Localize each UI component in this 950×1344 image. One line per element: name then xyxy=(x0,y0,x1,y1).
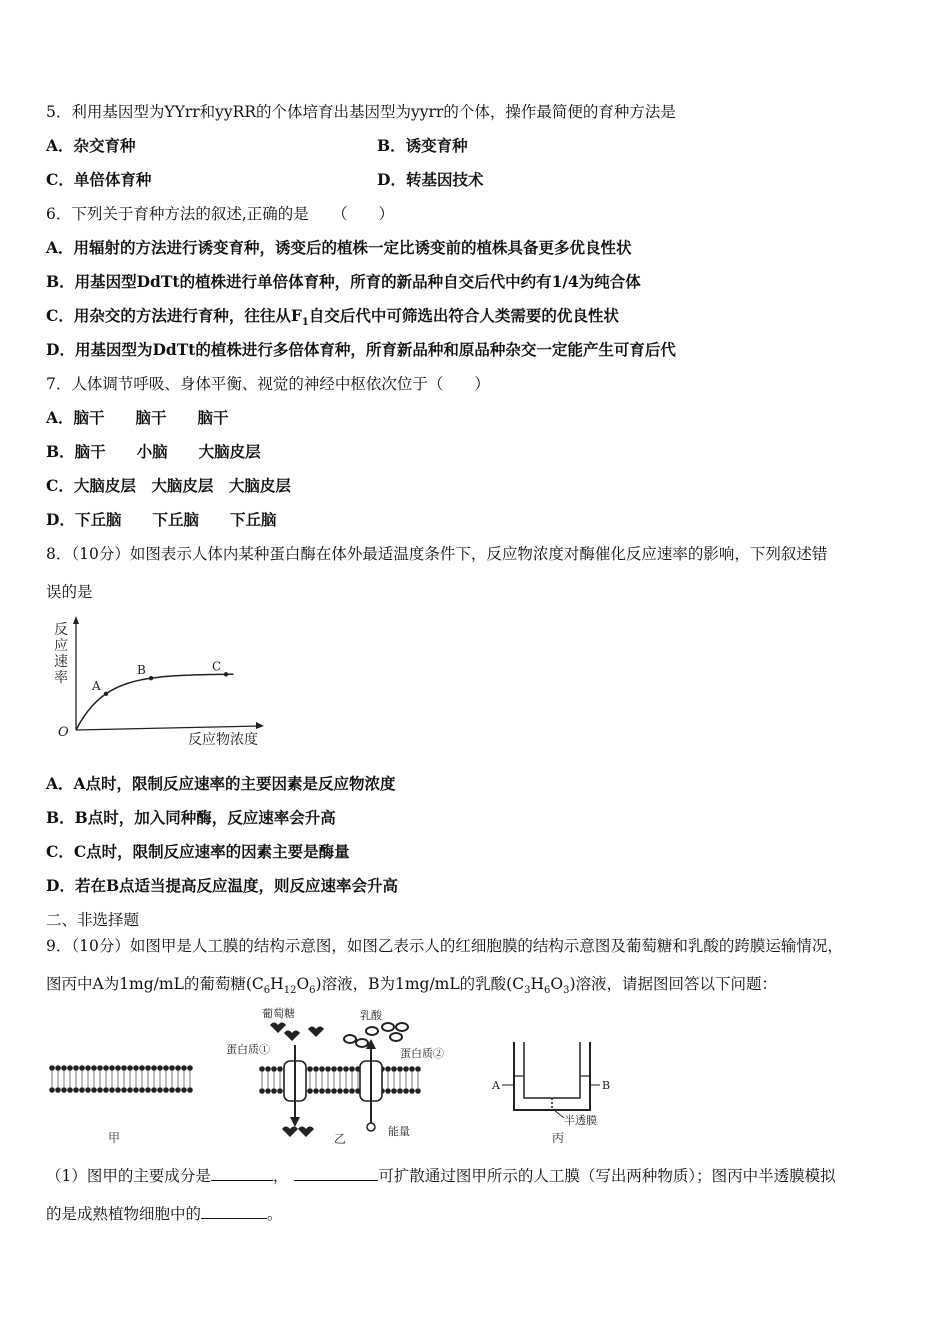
protein2-label: 蛋白质② xyxy=(400,1047,444,1060)
lipid-head xyxy=(151,1065,157,1071)
lipid-head xyxy=(169,1087,175,1093)
q6-option-c-pre: C．用杂交的方法进行育种，往往从F xyxy=(46,306,302,325)
lipid-head xyxy=(397,1088,403,1094)
answer-blank-1[interactable] xyxy=(211,1166,273,1181)
lipid-head xyxy=(109,1065,115,1071)
glucose-heart xyxy=(284,1031,300,1042)
label-a: A xyxy=(492,1079,500,1092)
lipid-head xyxy=(73,1087,79,1093)
figure-bing xyxy=(488,1038,618,1148)
q6-option-c xyxy=(46,306,619,333)
lipid-head xyxy=(343,1088,349,1094)
lipid-head xyxy=(133,1087,139,1093)
lipid-head xyxy=(139,1087,145,1093)
lipid-head xyxy=(409,1088,415,1094)
q6-option-c-post: 自交后代中可筛选出符合人类需要的优良性状 xyxy=(308,306,619,325)
q9-sub2: 12 xyxy=(283,985,297,997)
lipid-head xyxy=(109,1087,115,1093)
lipid-head xyxy=(49,1065,55,1071)
q7-option-d: D．下丘脑 下丘脑 下丘脑 xyxy=(46,510,277,529)
q9-sub1-line xyxy=(46,1166,836,1186)
lipid-head xyxy=(61,1087,67,1093)
chart-y-arrow xyxy=(73,616,79,624)
q6-option-d: D．用基因型为DdTt的植株进行多倍体育种，所育新品种和原品种杂交一定能产生可育后代 xyxy=(46,340,676,359)
q9-sub6: 3 xyxy=(563,985,570,997)
lipid-head xyxy=(115,1087,121,1093)
chart-point-label-b: B xyxy=(137,663,146,678)
chart-x-axis xyxy=(76,726,260,730)
chart-point-a xyxy=(104,692,108,696)
lactic-oval xyxy=(396,1023,408,1031)
lipid-head xyxy=(319,1066,325,1072)
lipid-head xyxy=(91,1087,97,1093)
q8-option-a: A．A点时，限制反应速率的主要因素是反应物浓度 xyxy=(46,774,396,793)
answer-blank-3[interactable] xyxy=(201,1204,267,1219)
q9-s-c: )溶液，请据图回答以下问题： xyxy=(569,975,778,993)
figure-bing-label: 丙 xyxy=(552,1131,565,1145)
lipid-head xyxy=(343,1066,349,1072)
lipid-head xyxy=(403,1088,409,1094)
lipid-head xyxy=(55,1087,61,1093)
lipid-head xyxy=(103,1087,109,1093)
lipid-head xyxy=(127,1087,133,1093)
lipid-head xyxy=(391,1066,397,1072)
lipid-head xyxy=(259,1066,265,1072)
q8-option-c: C．C点时，限制反应速率的因素主要是酶量 xyxy=(46,842,350,861)
lipid-head xyxy=(175,1087,181,1093)
lipid-head xyxy=(163,1065,169,1071)
q9-h2: H xyxy=(530,975,544,993)
glucose-heart xyxy=(270,1023,286,1034)
lactic-molecules xyxy=(344,1023,408,1047)
q5-option-c: C．单倍体育种 xyxy=(46,170,152,189)
lipid-head xyxy=(181,1065,187,1071)
lipid-head xyxy=(337,1066,343,1072)
q9-sub1-a: （1）图甲的主要成分是 xyxy=(46,1167,211,1185)
q9-stem-line1: 9．（10分）如图甲是人工膜的结构示意图，如图乙表示人的红细胞膜的结构示意图及葡萄糖和乳酸的跨膜运输情况， xyxy=(46,937,843,955)
lipid-head xyxy=(397,1066,403,1072)
q7-option-c: C．大脑皮层 大脑皮层 大脑皮层 xyxy=(46,476,291,495)
glucose-arrowhead xyxy=(290,1117,300,1127)
lipid-head xyxy=(187,1087,193,1093)
figure-jia-label: 甲 xyxy=(108,1131,121,1145)
q9-sub2-a: 的是成熟植物细胞中的 xyxy=(46,1205,202,1223)
q6-stem: 6．下列关于育种方法的叙述,正确的是 （ ） xyxy=(46,205,395,223)
q9-o: O xyxy=(296,975,310,993)
q5-option-d: D．转基因技术 xyxy=(377,170,484,189)
lipid-head xyxy=(175,1065,181,1071)
energy-label: 能量 xyxy=(388,1125,410,1138)
lipid-head xyxy=(79,1065,85,1071)
q8-chart xyxy=(50,612,280,752)
q9-sub2-line xyxy=(46,1204,283,1224)
lipid-head xyxy=(181,1087,187,1093)
q9-sub1-c: 可扩散通过图甲所示的人工膜（写出两种物质）；图丙中半透膜模拟 xyxy=(378,1167,836,1185)
q9-sub1-b: ， xyxy=(272,1167,289,1185)
lipid-head xyxy=(157,1087,163,1093)
lipid-head xyxy=(349,1088,355,1094)
glucose-heart xyxy=(282,1127,298,1138)
lactic-oval xyxy=(356,1039,368,1047)
lipid-head xyxy=(67,1065,73,1071)
lipid-head xyxy=(121,1087,127,1093)
q9-sub3: 6 xyxy=(309,985,316,997)
lipid-head xyxy=(163,1087,169,1093)
q8-stem-line2: 误的是 xyxy=(46,583,93,601)
lipid-head xyxy=(61,1065,67,1071)
chart-point-b xyxy=(149,676,153,680)
q7-option-a: A．脑干 脑干 脑干 xyxy=(46,408,229,427)
q9-sub5: 6 xyxy=(543,985,551,997)
lipid-head xyxy=(169,1065,175,1071)
glucose-heart xyxy=(298,1127,314,1138)
lipid-head xyxy=(313,1088,319,1094)
lipid-head xyxy=(325,1066,331,1072)
membrane-label: 半透膜 xyxy=(564,1114,597,1127)
protein1-label: 蛋白质① xyxy=(226,1043,270,1056)
lipid-head xyxy=(385,1066,391,1072)
lipid-head xyxy=(277,1088,283,1094)
lipid-head xyxy=(385,1088,391,1094)
lactic-label: 乳酸 xyxy=(360,1009,382,1022)
q6-option-b: B．用基因型DdTt的植株进行单倍体育种，所育的新品种自交后代中约有1/4为纯合体 xyxy=(46,272,641,291)
lipid-head xyxy=(79,1087,85,1093)
lipid-head xyxy=(85,1087,91,1093)
chart-xlabel: 反应物浓度 xyxy=(188,732,258,748)
lipid-head xyxy=(307,1088,313,1094)
lipid-head xyxy=(307,1066,313,1072)
lactic-oval xyxy=(382,1023,394,1031)
lipid-head xyxy=(409,1066,415,1072)
lipid-head xyxy=(139,1065,145,1071)
energy-circle xyxy=(367,1123,375,1131)
q8-stem-line1: 8．（10分）如图表示人体内某种蛋白酶在体外最适温度条件下，反应物浓度对酶催化反应速率的影响，下列叙述错 xyxy=(46,545,828,563)
answer-blank-2[interactable] xyxy=(294,1166,378,1181)
q9-s-a: 图丙中A为1mg/mL的葡萄糖(C xyxy=(46,975,264,993)
lipid-head xyxy=(157,1065,163,1071)
membrane-pointer xyxy=(554,1110,564,1118)
lipid-head xyxy=(265,1088,271,1094)
lipid-head xyxy=(403,1066,409,1072)
figure-yi xyxy=(222,1005,452,1145)
lipid-head xyxy=(337,1088,343,1094)
q5-option-b: B．诱变育种 xyxy=(377,136,468,155)
lipid-head xyxy=(133,1065,139,1071)
lipid-head xyxy=(121,1065,127,1071)
q9-h: H xyxy=(270,975,284,993)
lipid-head xyxy=(145,1065,151,1071)
lipid-head xyxy=(271,1088,277,1094)
lipid-head xyxy=(187,1065,193,1071)
lipid-head xyxy=(259,1088,265,1094)
chart-point-label-c: C xyxy=(212,659,222,674)
chart-point-c xyxy=(224,672,228,676)
lipid-head xyxy=(331,1066,337,1072)
lipid-head xyxy=(115,1065,121,1071)
lipid-head xyxy=(331,1088,337,1094)
lipid-head xyxy=(313,1066,319,1072)
lipid-head xyxy=(127,1065,133,1071)
chart-ylabel-4: 率 xyxy=(54,670,68,686)
lipid-head xyxy=(85,1065,91,1071)
glucose-label: 葡萄糖 xyxy=(262,1007,295,1020)
lipid-head xyxy=(415,1066,421,1072)
q5-option-a: A．杂交育种 xyxy=(46,136,136,155)
lipid-head xyxy=(319,1088,325,1094)
figure-jia xyxy=(48,1060,198,1150)
lipid-head xyxy=(265,1066,271,1072)
q9-s-b: )溶液，B为1mg/mL的乳酸(C xyxy=(315,975,525,993)
lipid-head xyxy=(349,1066,355,1072)
lactic-oval xyxy=(344,1035,356,1043)
section2-heading: 二、非选择题 xyxy=(46,911,140,929)
lipid-head xyxy=(277,1066,283,1072)
q9-o2: O xyxy=(550,975,564,993)
lipid-head xyxy=(55,1065,61,1071)
q9-sub2-b: 。 xyxy=(267,1205,283,1223)
lipid-head xyxy=(103,1065,109,1071)
chart-ylabel-1: 反 xyxy=(54,622,68,638)
chart-ylabel-2: 应 xyxy=(54,638,68,654)
figure-yi-label: 乙 xyxy=(334,1132,347,1145)
lactic-oval xyxy=(390,1033,402,1041)
q7-stem: 7．人体调节呼吸、身体平衡、视觉的神经中枢依次位于（ ） xyxy=(46,375,490,393)
chart-ylabel-3: 速 xyxy=(54,654,68,670)
chart-point-label-a: A xyxy=(92,678,101,693)
lipid-head xyxy=(151,1087,157,1093)
lipid-head xyxy=(97,1065,103,1071)
q7-option-b: B．脑干 小脑 大脑皮层 xyxy=(46,442,261,461)
q5-stem: 5．利用基因型为YYrr和yyRR的个体培育出基因型为yyrr的个体，操作最简便的育种方法是 xyxy=(46,103,676,121)
q9-sub1: 6 xyxy=(263,985,271,997)
lipid-head xyxy=(145,1087,151,1093)
q9-stem-line2 xyxy=(46,974,777,1001)
q9-sub4: 3 xyxy=(524,985,531,997)
lactic-oval xyxy=(366,1027,378,1035)
chart-x-arrow xyxy=(256,722,264,729)
q6-option-a: A．用辐射的方法进行诱变育种，诱变后的植株一定比诱变前的植株具备更多优良性状 xyxy=(46,238,632,257)
glucose-heart xyxy=(308,1027,324,1038)
lipid-head xyxy=(49,1087,55,1093)
lipid-head xyxy=(415,1088,421,1094)
lipid-head xyxy=(97,1087,103,1093)
q8-option-b: B．B点时，加入同种酶，反应速率会升高 xyxy=(46,808,336,827)
lipid-head xyxy=(325,1088,331,1094)
lipid-head xyxy=(67,1087,73,1093)
lipid-head xyxy=(271,1066,277,1072)
q6-option-c-sub: 1 xyxy=(301,317,309,329)
q8-option-d: D．若在B点适当提高反应温度，则反应速率会升高 xyxy=(46,876,399,895)
label-b: B xyxy=(602,1079,611,1092)
chart-origin-label: O xyxy=(58,725,69,740)
u-tube-inner xyxy=(524,1042,580,1098)
lipid-head xyxy=(391,1088,397,1094)
lipid-head xyxy=(73,1065,79,1071)
lipid-head xyxy=(91,1065,97,1071)
